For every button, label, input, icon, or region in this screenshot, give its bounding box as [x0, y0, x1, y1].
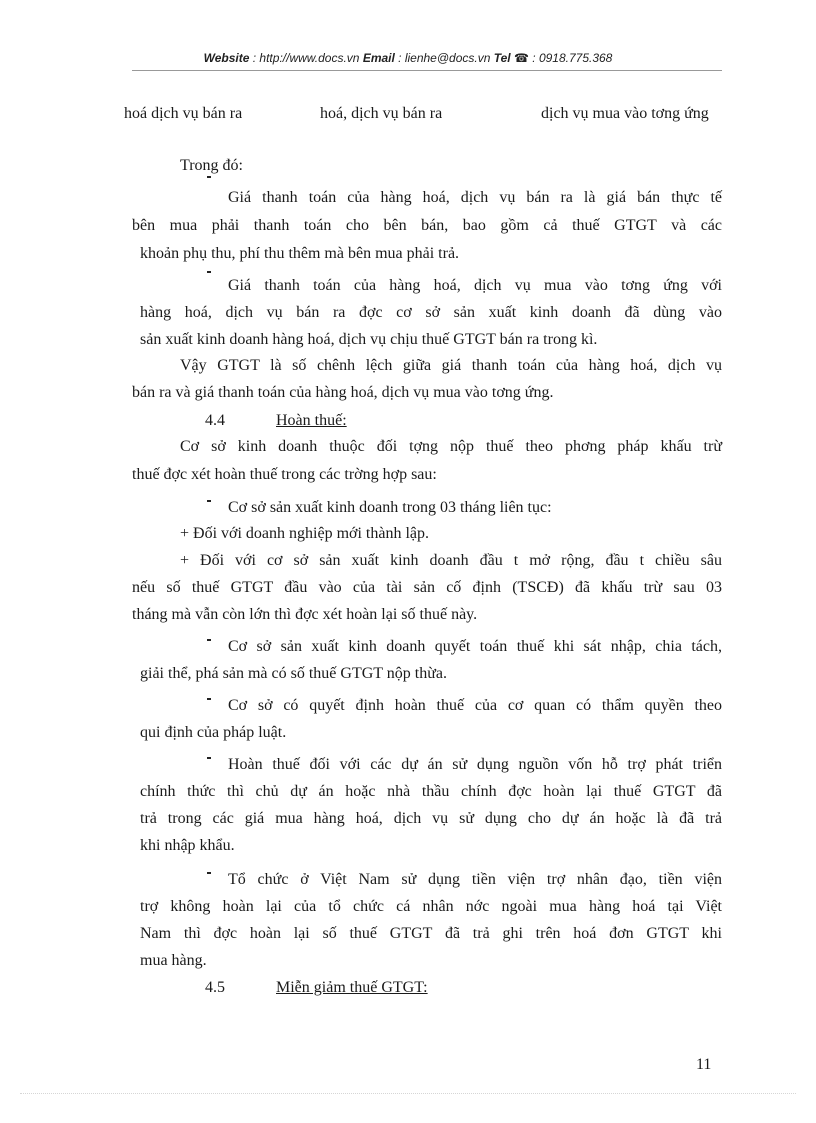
paragraph-line: trả trong các giá mua hàng hoá, dịch vụ sử dụng cho dự án hoặc là đã trả [140, 810, 722, 827]
page-number: 11 [696, 1056, 712, 1073]
dash-bullet [207, 271, 211, 273]
paragraph-line: trợ không hoàn lại của tổ chức cá nhân nớc ngoài mua hàng hoá tại Việt [140, 898, 722, 915]
tel-value: : 0918.775.368 [528, 51, 613, 65]
paragraph-line: giải thể, phá sản mà có số thuế GTGT nộp thừa. [140, 665, 447, 682]
paragraph-line: qui định của pháp luật. [140, 724, 287, 741]
phone-icon: ☎ [513, 51, 529, 65]
paragraph-line: + Đối với cơ sở sản xuất kinh doanh đầu t mở rộng, đầu t chiều sâu [180, 552, 722, 569]
dash-bullet [207, 639, 211, 641]
paragraph-line: Nam thì đợc hoàn lại số thuế GTGT đã trả ghi trên hoá đơn GTGT khi [140, 925, 722, 942]
paragraph-line: hàng hoá, dịch vụ bán ra đợc cơ sở sản xuất kinh doanh đã dùng vào [140, 304, 722, 321]
section-number: 4.5 [205, 979, 225, 996]
paragraph-line: bên mua phải thanh toán cho bên bán, bao gồm cả thuế GTGT và các [132, 217, 722, 234]
paragraph-line: Cơ sở có quyết định hoàn thuế của cơ quan có thẩm quyền theo [228, 697, 722, 714]
paragraph-line: Vậy GTGT là số chênh lệch giữa giá thanh toán của hàng hoá, dịch vụ [180, 357, 722, 374]
header-divider [132, 70, 722, 71]
dash-bullet [207, 872, 211, 874]
paragraph-line: bán ra và giá thanh toán của hàng hoá, dịch vụ mua vào tơng ứng. [132, 384, 554, 401]
top-row-fragment-3: dịch vụ mua vào tơng ứng [541, 105, 709, 122]
paragraph-line: chính thức thì chủ dự án hoặc nhà thầu chính đợc hoàn lại thuế GTGT đã [140, 783, 722, 800]
top-row-fragment-1: hoá dịch vụ bán ra [124, 105, 243, 122]
paragraph-line: Giá thanh toán của hàng hoá, dịch vụ mua vào tơng ứng với [228, 277, 722, 294]
paragraph-line: Cơ sở kinh doanh thuộc đối tợng nộp thuế theo phơng pháp khấu trừ [180, 438, 722, 455]
paragraph-line: khi nhập khẩu. [140, 837, 235, 854]
email-label: Email [362, 51, 395, 65]
paragraph-line: thuế đợc xét hoàn thuế trong các trờng hợp sau: [132, 466, 437, 483]
paragraph-line: Giá thanh toán của hàng hoá, dịch vụ bán ra là giá bán thực tế [228, 189, 722, 206]
dash-bullet [207, 500, 211, 502]
page-header [0, 51, 816, 65]
dash-bullet [207, 698, 211, 700]
email-value: : lienhe@docs.vn [394, 51, 494, 65]
dash-bullet [207, 176, 211, 178]
section-heading: Hoàn thuế: [276, 412, 347, 429]
paragraph-line: sản xuất kinh doanh hàng hoá, dịch vụ chịu thuế GTGT bán ra trong kì. [140, 331, 598, 348]
website-value: : http://www.docs.vn [249, 51, 363, 65]
dash-bullet [207, 757, 211, 759]
top-row-fragment-2: hoá, dịch vụ bán ra [320, 105, 443, 122]
tel-label: Tel [493, 51, 511, 65]
paragraph-line: khoản phụ thu, phí thu thêm mà bên mua phải trả. [140, 245, 460, 262]
paragraph-line: Hoàn thuế đối với các dự án sử dụng nguồn vốn hỗ trợ phát triển [228, 756, 722, 773]
paragraph-line: Tổ chức ở Việt Nam sử dụng tiền viện trợ nhân đạo, tiền viện [228, 871, 722, 888]
paragraph-line: Trong đó: [180, 157, 243, 174]
paragraph-line: Cơ sở sản xuất kinh doanh trong 03 tháng liên tục: [228, 499, 552, 516]
bottom-divider [20, 1093, 796, 1094]
section-number: 4.4 [205, 412, 225, 429]
website-label: Website [203, 51, 250, 65]
paragraph-line: mua hàng. [140, 952, 207, 969]
paragraph-line: Cơ sở sản xuất kinh doanh quyết toán thuế khi sát nhập, chia tách, [228, 638, 722, 655]
paragraph-line: tháng mà vẫn còn lớn thì đợc xét hoàn lại số thuế này. [132, 606, 478, 623]
paragraph-line: + Đối với doanh nghiệp mới thành lập. [180, 525, 430, 542]
section-heading: Miễn giảm thuế GTGT: [276, 979, 428, 996]
paragraph-line: nếu số thuế GTGT đầu vào của tài sản cố định (TSCĐ) đã khấu trừ sau 03 [132, 579, 722, 596]
